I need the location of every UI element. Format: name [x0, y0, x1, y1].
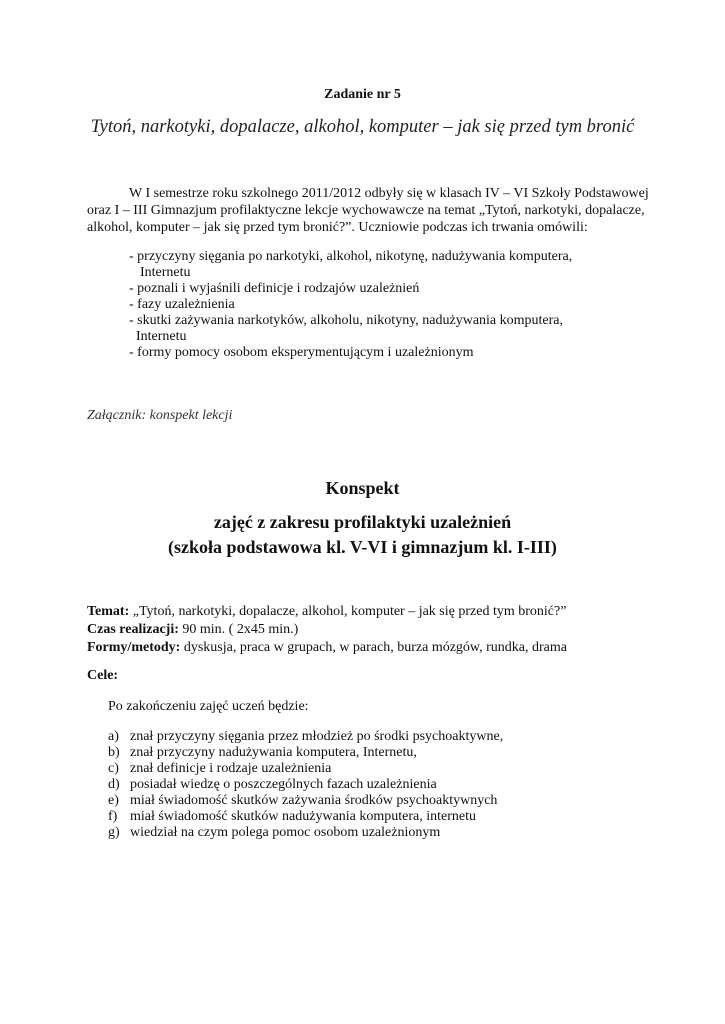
topic-label: Temat:: [87, 604, 130, 619]
intro-line-1: W I semestrze roku szkolnego 2011/2012 odbyły się w klasach IV – VI Szkoły Podstawowej: [129, 186, 649, 201]
topic-item: - skutki zażywania narkotyków, alkoholu, nikotyny, nadużywania komputera,: [129, 313, 564, 328]
topic-item-cont: Internetu: [136, 329, 187, 344]
goal-letter: d): [108, 777, 120, 792]
topic-row: [87, 604, 566, 620]
time-value: 90 min. ( 2x45 min.): [178, 622, 299, 637]
time-row: [87, 622, 298, 638]
task-heading: Zadanie nr 5: [324, 87, 401, 102]
topic-value: „Tytoń, narkotyki, dopalacze, alkohol, komputer – jak się przed tym bronić?”: [129, 604, 567, 619]
goal-text: znał przyczyny sięgania przez młodzież po środki psychoaktywne,: [130, 729, 504, 744]
methods-row: [87, 640, 567, 656]
topic-item: - poznali i wyjaśnili definicje i rodzajów uzależnień: [129, 281, 420, 296]
goal-text: posiadał wiedzę o poszczególnych fazach uzależnienia: [130, 777, 437, 792]
attachment-note: Załącznik: konspekt lekcji: [87, 408, 233, 423]
outline-title: Konspekt: [325, 478, 400, 498]
goal-text: miał świadomość skutków zażywania środków psychoaktywnych: [130, 793, 498, 808]
goal-letter: b): [108, 745, 120, 760]
methods-value: dyskusja, praca w grupach, w parach, burza mózgów, rundka, drama: [180, 640, 567, 655]
goal-letter: g): [108, 825, 120, 840]
goal-letter: e): [108, 793, 119, 808]
task-title: Tytoń, narkotyki, dopalacze, alkohol, komputer – jak się przed tym bronić: [90, 117, 635, 137]
goals-intro: Po zakończeniu zajęć uczeń będzie:: [108, 699, 309, 714]
outline-subtitle-2: (szkoła podstawowa kl. V-VI i gimnazjum kl. I-III): [168, 537, 557, 557]
topic-item: - fazy uzależnienia: [129, 297, 235, 312]
goal-letter: c): [108, 761, 119, 776]
time-label: Czas realizacji:: [87, 622, 179, 637]
outline-subtitle-1: zajęć z zakresu profilaktyki uzależnień: [213, 512, 512, 532]
methods-label: Formy/metody:: [87, 640, 181, 655]
goal-letter: f): [108, 809, 118, 824]
goal-text: znał definicje i rodzaje uzależnienia: [130, 761, 332, 776]
goal-text: miał świadomość skutków nadużywania komputera, internetu: [130, 809, 477, 824]
topic-item-cont: Internetu: [140, 265, 191, 280]
goal-letter: a): [108, 729, 119, 744]
goals-label: Cele:: [87, 668, 119, 683]
topic-item: - przyczyny sięgania po narkotyki, alkohol, nikotynę, nadużywania komputera,: [129, 249, 573, 264]
goal-text: wiedział na czym polega pomoc osobom uzależnionym: [130, 825, 441, 840]
topic-item: - formy pomocy osobom eksperymentującym i uzależnionym: [129, 345, 474, 360]
intro-line-2: oraz I – III Gimnazjum profilaktyczne lekcje wychowawcze na temat „Tytoń, narkotyki, dopalacze,: [87, 203, 645, 218]
goal-text: znał przyczyny nadużywania komputera, Internetu,: [130, 745, 417, 760]
intro-line-3: alkohol, komputer – jak się przed tym bronić?”. Uczniowie podczas ich trwania omówili:: [87, 220, 588, 235]
